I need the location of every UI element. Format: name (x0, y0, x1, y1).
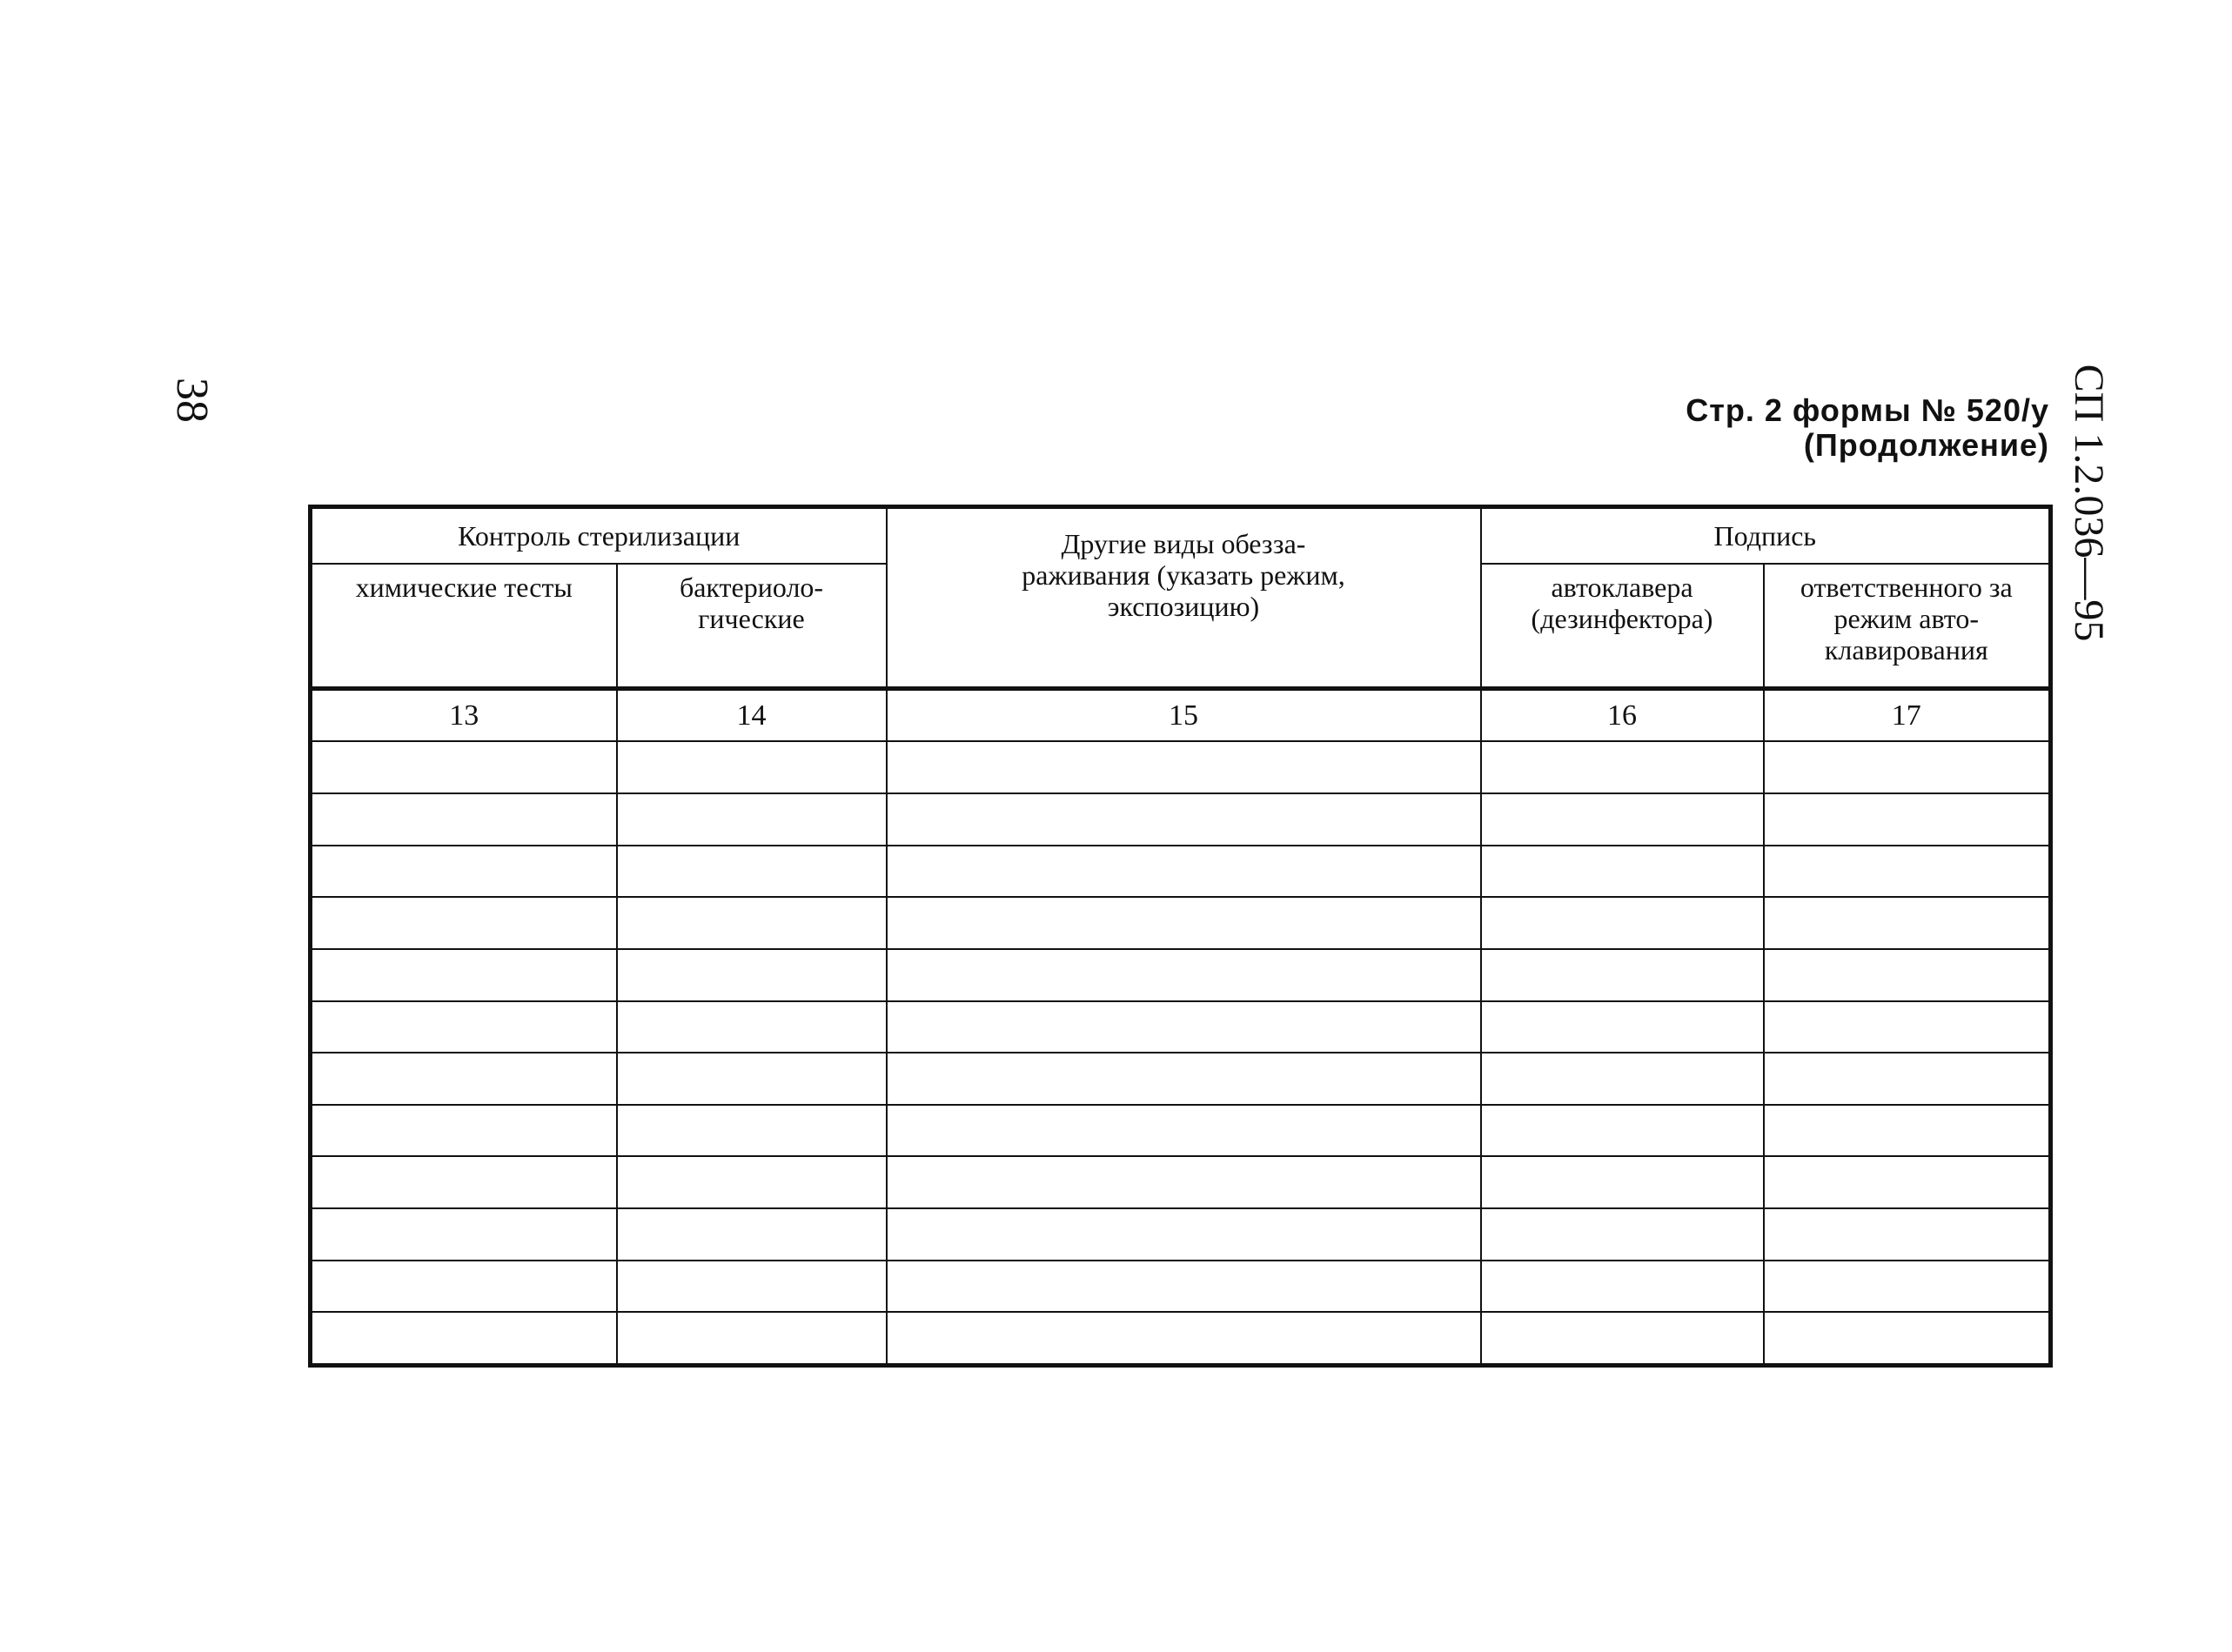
table-header-row-1 (311, 507, 2051, 564)
table-cell[interactable] (1764, 1001, 2051, 1053)
table-cell[interactable] (311, 846, 617, 898)
table-cell[interactable] (617, 846, 887, 898)
table-cell[interactable] (1481, 1156, 1764, 1208)
table-cell[interactable] (617, 897, 887, 949)
column-number: 16 (1481, 688, 1764, 741)
header-chemical-tests: химические тесты (311, 564, 617, 688)
header-other-disinfection: Другие виды обезза- раживания (указать режим, экспозицию) (887, 507, 1481, 689)
form-caption (1479, 393, 2049, 463)
table-cell[interactable] (1481, 1261, 1764, 1313)
table-row (311, 1156, 2051, 1208)
table-cell[interactable] (311, 1312, 617, 1365)
table-cell[interactable] (311, 1105, 617, 1157)
table-cell[interactable] (1481, 1053, 1764, 1105)
column-number: 15 (887, 688, 1481, 741)
table-cell[interactable] (311, 793, 617, 846)
column-number: 14 (617, 688, 887, 741)
table-cell[interactable] (887, 1001, 1481, 1053)
table-row (311, 846, 2051, 898)
table-cell[interactable] (617, 793, 887, 846)
table-cell[interactable] (1764, 897, 2051, 949)
table-cell[interactable] (1481, 949, 1764, 1001)
table-row (311, 741, 2051, 793)
journal-table (308, 505, 2053, 1368)
document-code: СП 1.2.036—95 (2066, 364, 2112, 642)
column-number: 17 (1764, 688, 2051, 741)
table-cell[interactable] (887, 949, 1481, 1001)
form-caption-line-1: Стр. 2 формы № 520/у (1686, 392, 2049, 428)
table-cell[interactable] (617, 741, 887, 793)
table-cell[interactable] (617, 1156, 887, 1208)
table-cell[interactable] (311, 897, 617, 949)
table-cell[interactable] (1764, 949, 2051, 1001)
table-row (311, 897, 2051, 949)
table-cell[interactable] (1481, 741, 1764, 793)
table-cell[interactable] (1481, 793, 1764, 846)
table-cell[interactable] (1764, 1156, 2051, 1208)
table-cell[interactable] (1481, 846, 1764, 898)
table-cell[interactable] (311, 1156, 617, 1208)
table-row (311, 1053, 2051, 1105)
table-cell[interactable] (1764, 1261, 2051, 1313)
table-cell[interactable] (1481, 1208, 1764, 1261)
table-cell[interactable] (617, 1261, 887, 1313)
table-cell[interactable] (887, 1156, 1481, 1208)
table-cell[interactable] (1764, 846, 2051, 898)
table-cell[interactable] (311, 1053, 617, 1105)
table-cell[interactable] (1764, 1312, 2051, 1365)
column-number-row (311, 688, 2051, 741)
table-cell[interactable] (887, 1312, 1481, 1365)
table-cell[interactable] (1764, 1053, 2051, 1105)
header-autoclave-operator: автоклавера (дезинфектора) (1481, 564, 1764, 688)
table-cell[interactable] (887, 741, 1481, 793)
table-cell[interactable] (1481, 1105, 1764, 1157)
header-bacteriological: бактериоло- гические (617, 564, 887, 688)
table-cell[interactable] (311, 1261, 617, 1313)
header-responsible-person: ответственного за режим авто- клавирования (1764, 564, 2051, 688)
table-cell[interactable] (887, 1105, 1481, 1157)
table-cell[interactable] (311, 949, 617, 1001)
table-cell[interactable] (1764, 1105, 2051, 1157)
table-row (311, 1208, 2051, 1261)
table-row (311, 793, 2051, 846)
table-cell[interactable] (1764, 1208, 2051, 1261)
table-cell[interactable] (617, 1053, 887, 1105)
table-row (311, 1105, 2051, 1157)
table-cell[interactable] (887, 846, 1481, 898)
table-row (311, 1312, 2051, 1365)
table-cell[interactable] (1481, 897, 1764, 949)
table-cell[interactable] (311, 741, 617, 793)
table-row (311, 1261, 2051, 1313)
column-number: 13 (311, 688, 617, 741)
form-caption-line-2: (Продолжение) (1803, 427, 2049, 463)
table-cell[interactable] (1764, 793, 2051, 846)
header-sterilization-control: Контроль стерилизации (311, 507, 887, 564)
table-cell[interactable] (617, 949, 887, 1001)
table-cell[interactable] (311, 1001, 617, 1053)
table-cell[interactable] (311, 1208, 617, 1261)
table-cell[interactable] (887, 897, 1481, 949)
table-cell[interactable] (1764, 741, 2051, 793)
table-cell[interactable] (887, 1208, 1481, 1261)
table-cell[interactable] (1481, 1001, 1764, 1053)
table-cell[interactable] (617, 1001, 887, 1053)
table-row (311, 949, 2051, 1001)
page-number: 38 (167, 378, 217, 423)
table-cell[interactable] (1481, 1312, 1764, 1365)
header-signature: Подпись (1481, 507, 2051, 564)
table-cell[interactable] (617, 1105, 887, 1157)
table-cell[interactable] (887, 1261, 1481, 1313)
table-cell[interactable] (617, 1312, 887, 1365)
table-cell[interactable] (617, 1208, 887, 1261)
table-cell[interactable] (887, 1053, 1481, 1105)
table-cell[interactable] (887, 793, 1481, 846)
table-row (311, 1001, 2051, 1053)
